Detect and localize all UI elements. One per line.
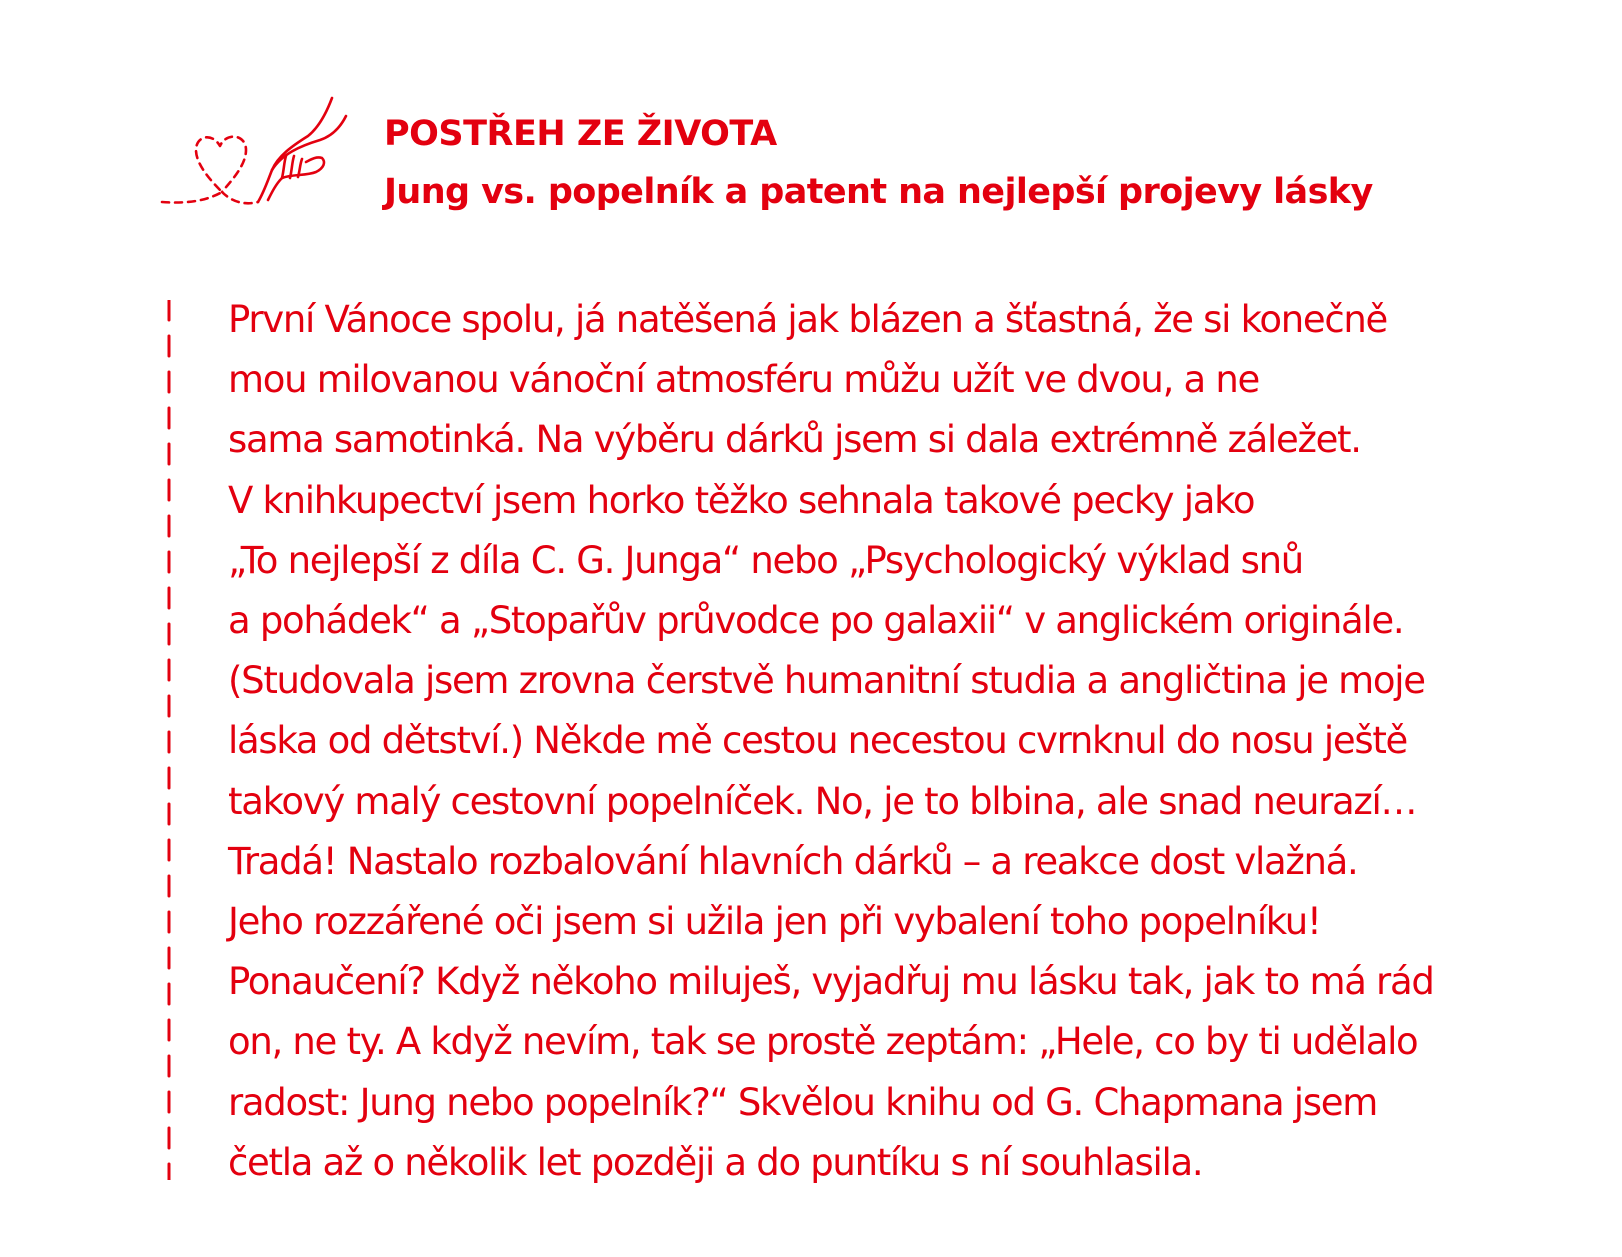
story-text [228,290,1608,1193]
heart-and-hand-icon [160,92,360,222]
dashed-side-rule [166,300,172,1180]
story-line: (Studovala jsem zrovna čerstvě humanitní studia a angličtina je moje [228,659,1425,703]
story-line: sama samotinká. Na výběru dárků jsem si dala extrémně záležet. [228,418,1361,462]
story-line: četla až o několik let později a do puntíku s ní souhlasila. [228,1140,1203,1184]
story-line: on, ne ty. A když nevím, tak se prostě zeptám: „Hele, co by ti udělalo [228,1020,1418,1064]
section-subtitle: Jung vs. popelník a patent na nejlepší projevy lásky [384,172,1373,212]
story-line: Ponaučení? Když někoho miluješ, vyjadřuj mu lásku tak, jak to má rád [228,960,1434,1004]
section-heading [384,112,1584,214]
story-line: mou milovanou vánoční atmosféru můžu užít ve dvou, a ne [228,358,1259,402]
story-line: a pohádek“ a „Stopařův průvodce po galaxii“ v anglickém originále. [228,599,1404,643]
story-line: Tradá! Nastalo rozbalování hlavních dárků – a reakce dost vlažná. [228,839,1358,883]
story-line: První Vánoce spolu, já natěšená jak blázen a šťastná, že si konečně [228,298,1387,341]
story-line: Jeho rozzářené oči jsem si užila jen při vybalení toho popelníku! [228,900,1321,944]
section-title: POSTŘEH ZE ŽIVOTA [384,114,777,154]
story-line: takový malý cestovní popelníček. No, je to blbina, ale snad neurazí… [228,779,1417,823]
story-line: láska od dětství.) Někde mě cestou necestou cvrnknul do nosu ještě [228,719,1408,763]
story-line: V knihkupectví jsem horko těžko sehnala takové pecky jako [228,478,1255,522]
story-line: „To nejlepší z díla C. G. Junga“ nebo „Psychologický výklad snů [228,538,1303,582]
story-line: radost: Jung nebo popelník?“ Skvělou knihu od G. Chapmana jsem [228,1080,1377,1124]
